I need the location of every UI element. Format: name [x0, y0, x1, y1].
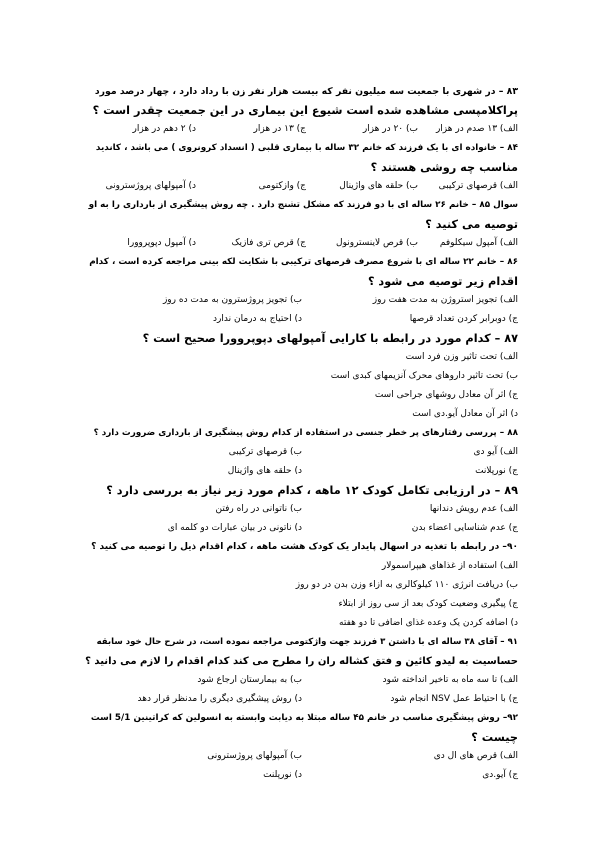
options-84	[86, 177, 518, 196]
option-88-b: ب) قرصهای ترکیبی	[228, 447, 302, 457]
options-86-row1	[86, 291, 518, 310]
option-86-b: ب) تجویز پروژسترون به مدت ده روز	[162, 295, 302, 305]
option-87-d: د) اثر آن معادل آیو.دی است	[412, 409, 518, 419]
question-86: ۸۶ – خانم ۲۲ ساله ای با شروع مصرف قرصهای ترکیبی با شکایت لکه بینی مراجعه کرده است ، کدام	[89, 257, 518, 267]
options-86-row2	[86, 310, 518, 329]
option-85-b: ب) قرص لاینسترونول	[336, 238, 418, 248]
option-91-c: ج) با احتیاط عمل NSV انجام شود	[390, 694, 518, 704]
option-86-c: ج) دوبرابر کردن تعداد قرصها	[409, 314, 518, 324]
question-83-cont: پراکلامپسی مشاهده شده است شیوع این بیماری در این جمعیت چقدر است ؟	[92, 104, 518, 117]
options-83	[86, 120, 518, 139]
question-90: ۹۰– در رابطه با تغذیه در اسهال پایدار یک کودک هشت ماهه ، کدام اقدام ذیل را توصیه می کنید ؟	[91, 542, 518, 552]
options-88-row2	[86, 462, 518, 481]
exam-page	[86, 82, 518, 785]
options-89-row2	[86, 519, 518, 538]
options-92-row1	[86, 747, 518, 766]
option-86-a: الف) تجویز استروژن به مدت هفت روز	[372, 295, 518, 305]
option-84-b: ب) حلقه های واژینال	[339, 181, 418, 191]
question-85-cont: توصیه می کنید ؟	[425, 218, 518, 231]
option-83-d: د) ۲ دهم در هزار	[132, 124, 196, 134]
question-84-cont: مناسب چه روشی هستند ؟	[370, 161, 518, 174]
option-88-d: د) حلقه های واژینال	[227, 466, 302, 476]
option-90-a: الف) استفاده از غذاهای هیپراسمولار	[381, 561, 518, 571]
option-85-d: د) آمپول دپوپروورا	[127, 238, 196, 248]
option-90-c: ج) پیگیری وضعیت کودک بعد از سی روز از ابتلاء	[338, 599, 518, 609]
option-88-c: ج) نورپلانت	[475, 466, 518, 476]
option-92-b: ب) آمپولهای پروژسترونی	[207, 751, 302, 761]
question-85: سوال ۸۵ – خانم ۲۶ ساله ای با دو فرزند که مشکل تشنج دارد . چه روش پیشگیری از بارداری را به او	[88, 200, 518, 210]
option-84-c: ج) وازکتومی	[258, 181, 306, 191]
options-91-row2	[86, 690, 518, 709]
question-92-cont: چیست ؟	[471, 731, 518, 744]
question-83: ۸۳ – در شهری با جمعیت سه میلیون نفر که بیست هزار نفر زن با رداد دارد ، چهار درصد مورد	[94, 86, 518, 97]
options-88-row1	[86, 443, 518, 462]
option-84-d: د) آمپولهای پروژسترونی	[105, 181, 196, 191]
option-83-a: الف) ۱۳ صدم در هزار	[435, 124, 518, 134]
question-92: ۹۲– روش پیشگیری مناسب در خانم ۴۵ ساله مبتلا به دیابت وابسته به انسولین که کراتینین 5/1 است	[90, 713, 518, 723]
question-88: ۸۸ – پررسی رفتارهای پر خطر جنسی در استفاده از کدام روش پیشگیری از بارداری ضرورت دارد ؟	[93, 428, 518, 438]
option-90-d: د) اضافه کردن یک وعده غذای اضافی تا دو هفته	[339, 618, 518, 628]
option-92-c: ج) آیو.دی	[482, 770, 518, 780]
question-84: ۸۴ – خانواده ای با یک فرزند که خانم ۳۲ ساله با بیماری قلبی ( انسداد کرونروی ) می باشد ، کاندید	[95, 143, 518, 153]
option-89-d: د) ناتونی در بیان عبارات دو کلمه ای	[167, 523, 302, 533]
question-87: ۸۷ – کدام مورد در رابطه با کارایی آمپولهای دپوپروورا صحیح است ؟	[142, 332, 518, 345]
option-83-b: ب) ۲۰ در هزار	[362, 124, 418, 134]
options-92-row2	[86, 766, 518, 785]
question-89: ۸۹ – در ارزیابی تکامل کودک ۱۲ ماهه ، کدام مورد زیر نیاز به بررسی دارد ؟	[106, 484, 518, 497]
option-92-a: الف) قرص های ال دی	[433, 751, 518, 761]
option-91-b: ب) به بیمارستان ارجاع شود	[197, 675, 302, 685]
option-85-c: ج) قرص تری فازیک	[231, 238, 306, 248]
option-87-c: ج) اثر آن معادل روشهای جراحی است	[374, 390, 518, 400]
option-92-d: د) نورپلنت	[263, 770, 302, 780]
option-87-a: الف) تحت تاثیر وزن فرد است	[405, 352, 518, 362]
option-85-a: الف) آمپول سیکلوفم	[439, 238, 518, 248]
option-86-d: د) احتیاج به درمان ندارد	[213, 314, 302, 324]
option-89-c: ج) عدم شناسایی اعضاء بدن	[411, 523, 518, 533]
question-91-cont: حساسیت به لیدو کائین و فتق کشاله ران را مطرح می کند کدام اقدام را لازم می دانید ؟	[85, 656, 518, 667]
options-89-row1	[86, 500, 518, 519]
option-90-b: ب) دریافت انرژی ۱۱۰ کیلوکالری به ازاء وزن بدن در دو روز	[295, 580, 518, 590]
options-91-row1	[86, 671, 518, 690]
option-91-a: الف) تا سه ماه به تاخیر انداخته شود	[382, 675, 518, 685]
option-87-b: ب) تحت تاثیر داروهای محرک آنزیمهای کبدی است	[330, 371, 518, 381]
option-89-b: ب) ناتوانی در راه رفتن	[215, 504, 302, 514]
option-83-c: ج) ۱۳ در هزار	[253, 124, 306, 134]
option-91-d: د) روش پیشگیری دیگری را مدنظر قرار دهد	[137, 694, 302, 704]
option-88-a: الف) آیو دی	[473, 447, 518, 457]
question-91: ۹۱ – آقای ۳۸ ساله ای با داشتن ۳ فرزند جهت واژکتومی مراجعه نموده است، در شرح حال خود سابقه	[96, 637, 518, 647]
option-84-a: الف) قرصهای ترکیبی	[438, 181, 518, 191]
option-89-a: الف) عدم رویش دندانها	[429, 504, 518, 514]
question-86-cont: اقدام زیر توصیه می شود ؟	[367, 275, 518, 288]
options-85	[86, 234, 518, 253]
